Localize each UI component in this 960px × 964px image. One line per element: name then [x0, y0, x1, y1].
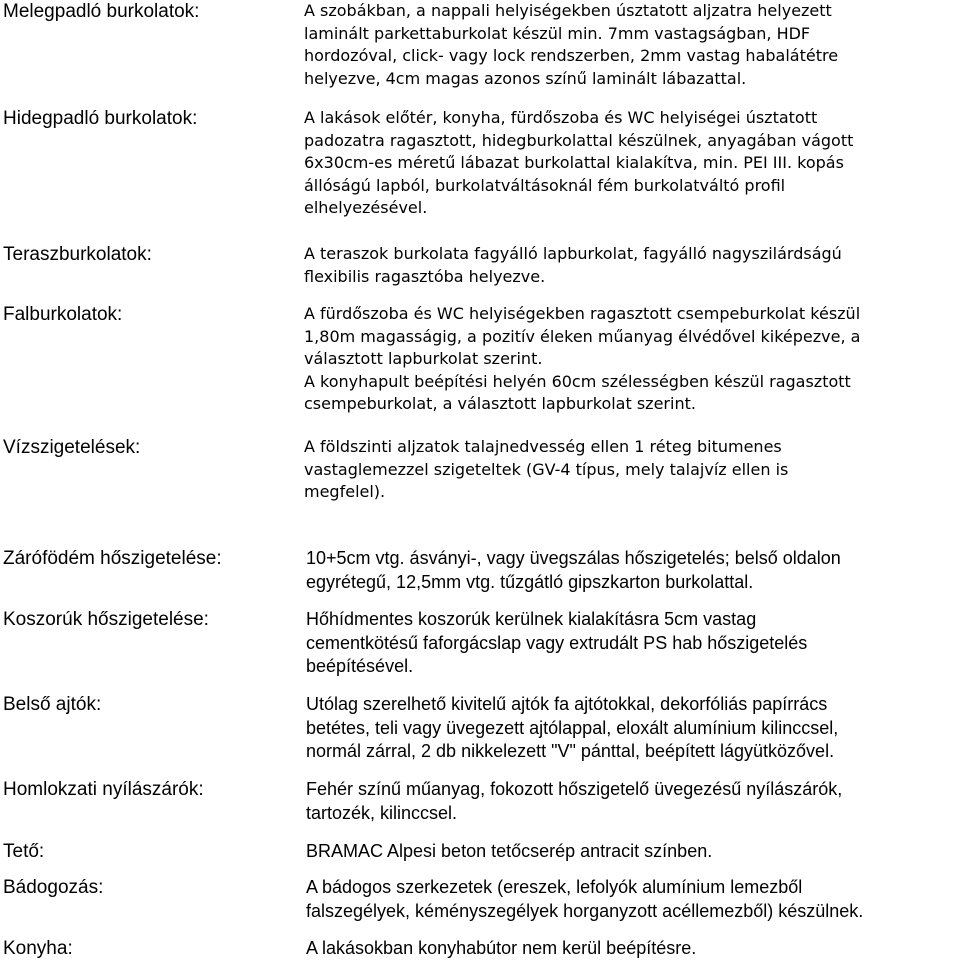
spec-text: Utólag szerelhető kivitelű ajtók fa ajtótokkal, dekorfóliás papírrács betétes, teli vagy üvegezett ajtólappal, eloxált alumínium kilinccsel, normál zárral, 2 db nikkelezett "V" pánttal, beépített lágyütközővel.: [306, 694, 839, 761]
spec-label: Tető:: [3, 841, 45, 862]
spec-text: A földszinti aljzatok talajnedvesség ellen 1 réteg bitumenes vastaglemezzel szigeteltek (GV-4 típus, mely talajvíz ellen is megfelel).: [304, 437, 789, 502]
spec-text: A fürdőszoba és WC helyiségekben ragasztott csempeburkolat készül 1,80m magasságig, a pozitív éleken műanyag élvédővel kiképezve, a választott lapburkolat szerint. A konyhapult beépítési helyén 60cm szélességben készül ragasztott csempeburkolat, a választott lapburkolat szerint.: [304, 304, 861, 414]
spec-label: Teraszburkolatok:: [3, 244, 152, 265]
spec-text: Fehér színű műanyag, fokozott hőszigetelő üvegezésű nyílászárók, tartozék, kilinccsel.: [306, 779, 843, 823]
spec-label: Hidegpadló burkolatok:: [3, 108, 198, 129]
spec-text: 10+5cm vtg. ásványi-, vagy üvegszálas hőszigetelés; belső oldalon egyrétegű, 12,5mm vtg. tűzgátló gipszkarton burkolattal.: [306, 548, 841, 592]
spec-text: A bádogos szerkezetek (ereszek, lefolyók alumínium lemezből falszegélyek, kéményszegélyek horganyzott acéllemezből) készülnek.: [306, 877, 864, 921]
spec-label: Melegpadló burkolatok:: [3, 1, 200, 22]
spec-label: Belső ajtók:: [3, 694, 102, 715]
spec-label: Konyha:: [3, 938, 73, 959]
spec-label: Falburkolatok:: [3, 304, 123, 325]
spec-text: Hőhídmentes koszorúk kerülnek kialakításra 5cm vastag cementkötésű faforgácslap vagy extrudált PS hab hőszigetelés beépítésével.: [306, 609, 808, 676]
spec-label: Bádogozás:: [3, 877, 104, 898]
spec-text: BRAMAC Alpesi beton tetőcserép antracit színben.: [306, 841, 713, 861]
spec-label: Koszorúk hőszigetelése:: [3, 609, 209, 630]
spec-text: A szobákban, a nappali helyiségekben úsztatott aljzatra helyezett laminált parkettaburkolat készül min. 7mm vastagságban, HDF hordozóval, click- vagy lock rendszerben, 2mm vastag habalátétre helyezve, 4cm magas azonos színű laminált lábazattal.: [304, 1, 839, 88]
spec-text: A lakások előtér, konyha, fürdőszoba és WC helyiségei úsztatott padozatra ragasztott, hidegburkolattal készülnek, anyagában vágott 6x30cm-es méretű lábazat burkolattal kialakítva, min. PEI III. kopás állóságú lapból, burkolatváltásoknál fém burkolatváltó profil elhelyezésével.: [304, 108, 854, 218]
spec-label: Vízszigetelések:: [3, 437, 141, 458]
spec-label: Homlokzati nyílászárók:: [3, 779, 204, 800]
spec-label: Zárófödém hőszigetelése:: [3, 548, 222, 569]
spec-text: A lakásokban konyhabútor nem kerül beépítésre.: [306, 938, 697, 958]
spec-text: A teraszok burkolata fagyálló lapburkolat, fagyálló nagyszilárdságú flexibilis ragasztóba helyezve.: [304, 244, 842, 286]
